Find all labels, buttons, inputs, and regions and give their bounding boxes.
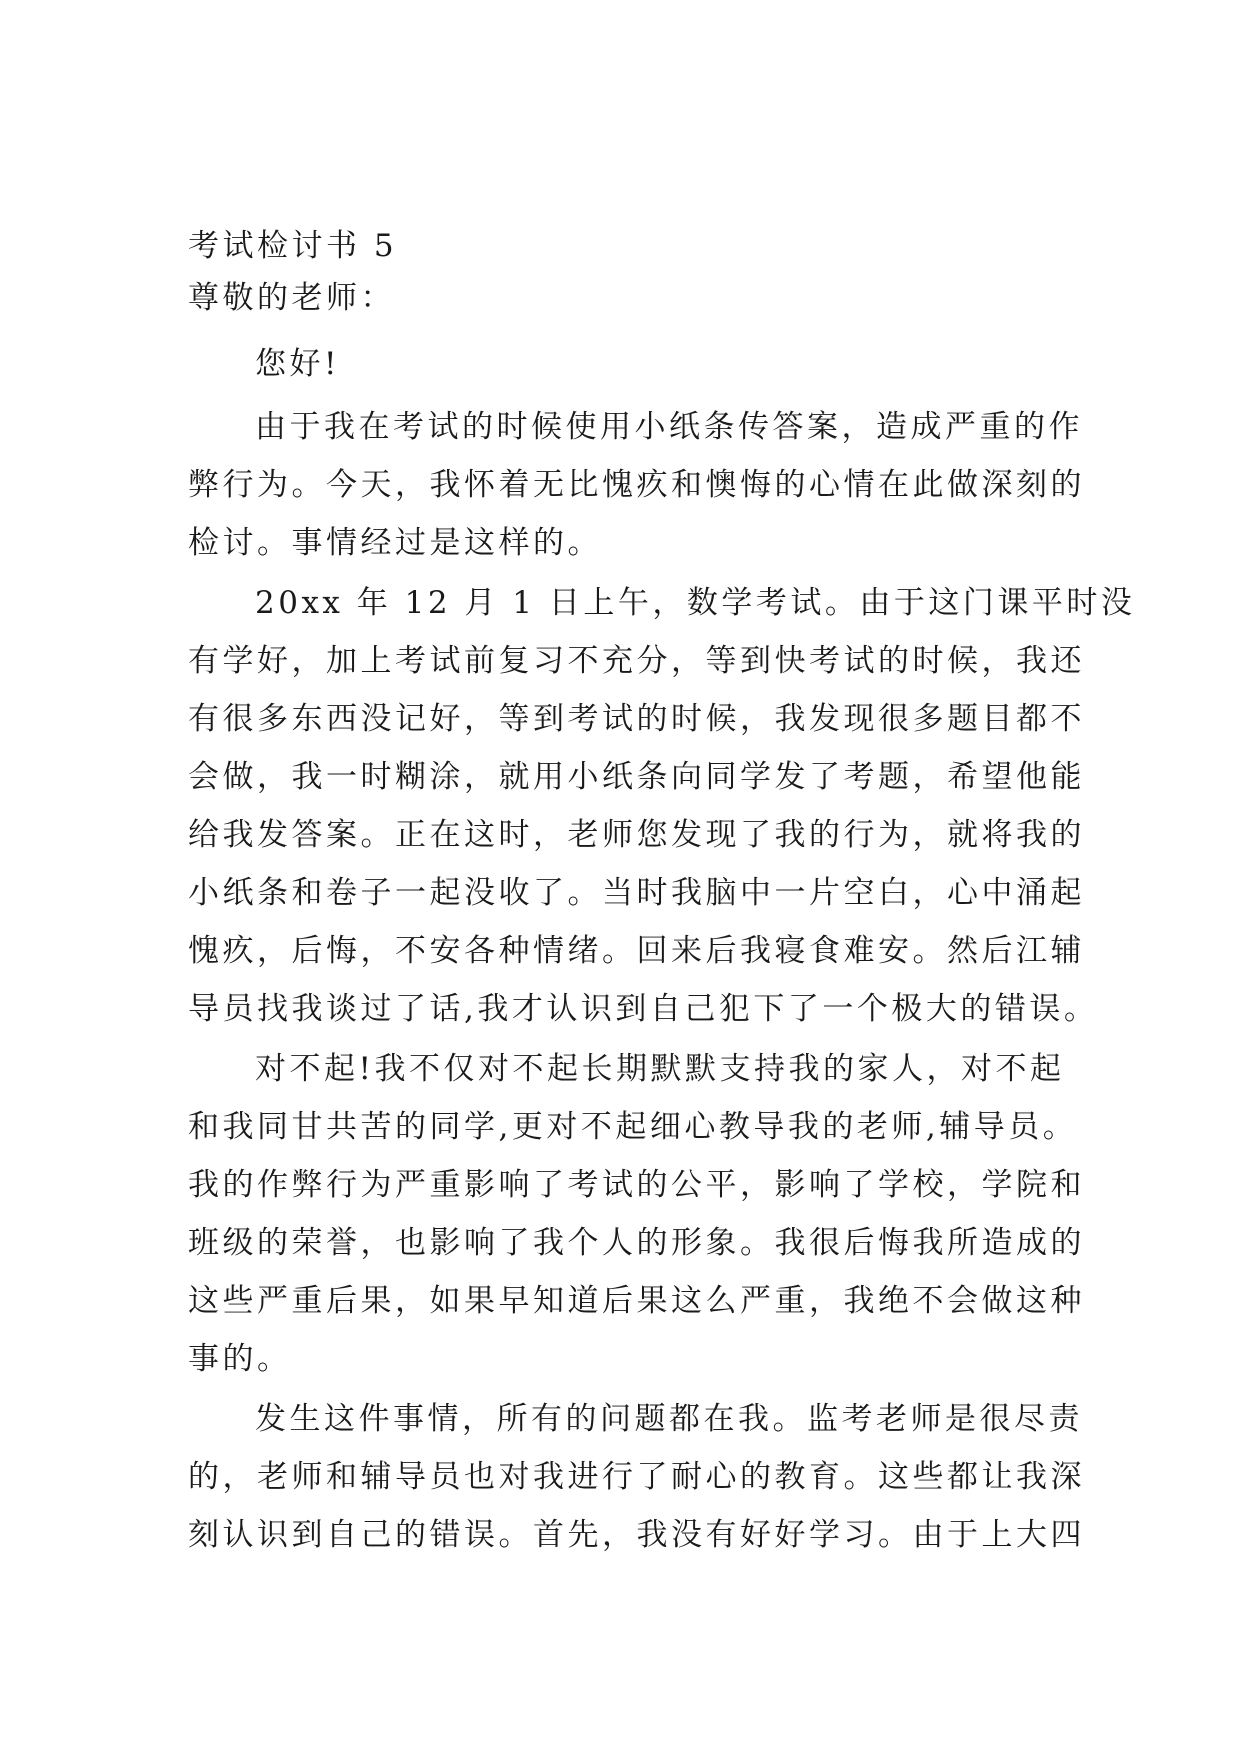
paragraph-3	[188, 1040, 1085, 1388]
greeting: 您好!	[255, 346, 340, 382]
text-line: 愧疚，后悔，不安各种情绪。回来后我寝食难安。然后江辅	[188, 933, 1085, 969]
text-line: 由于我在考试的时候使用小纸条传答案，造成严重的作	[255, 409, 1083, 445]
text-line: 我的作弊行为严重影响了考试的公平，影响了学校，学院和	[188, 1167, 1085, 1203]
text-line: 的，老师和辅导员也对我进行了耐心的教育。这些都让我深	[188, 1459, 1085, 1495]
salutation: 尊敬的老师：	[188, 280, 395, 316]
text-line: 有很多东西没记好，等到考试的时候，我发现很多题目都不	[188, 701, 1085, 737]
text-line: 有学好，加上考试前复习不充分，等到快考试的时候，我还	[188, 643, 1085, 679]
paragraph-4	[188, 1390, 1085, 1564]
paragraph-1	[188, 398, 1085, 572]
text-line: 弊行为。今天，我怀着无比愧疚和懊悔的心情在此做深刻的	[188, 467, 1085, 503]
document-title: 考试检讨书 5	[188, 228, 398, 264]
paragraph-2	[188, 574, 1136, 1038]
text-line: 会做，我一时糊涂，就用小纸条向同学发了考题，希望他能	[188, 759, 1085, 795]
text-line: 和我同甘共苦的同学,更对不起细心教导我的老师,辅导员。	[188, 1109, 1078, 1145]
text-line: 班级的荣誉，也影响了我个人的形象。我很后悔我所造成的	[188, 1225, 1085, 1261]
text-line: 小纸条和卷子一起没收了。当时我脑中一片空白，心中涌起	[188, 875, 1085, 911]
text-line: 20xx 年 12 月 1 日上午，数学考试。由于这门课平时没	[255, 585, 1136, 621]
text-line: 对不起!我不仅对不起长期默默支持我的家人，对不起	[255, 1051, 1065, 1087]
text-line: 导员找我谈过了话,我才认识到自己犯下了一个极大的错误。	[188, 991, 1099, 1027]
text-line: 检讨。事情经过是这样的。	[188, 525, 602, 561]
text-line: 发生这件事情，所有的问题都在我。监考老师是很尽责	[255, 1401, 1083, 1437]
text-line: 这些严重后果，如果早知道后果这么严重，我绝不会做这种	[188, 1283, 1085, 1319]
text-line: 刻认识到自己的错误。首先，我没有好好学习。由于上大四	[188, 1517, 1085, 1553]
document-body	[188, 220, 1136, 1566]
text-line: 给我发答案。正在这时，老师您发现了我的行为，就将我的	[188, 817, 1085, 853]
text-line: 事的。	[188, 1341, 292, 1377]
